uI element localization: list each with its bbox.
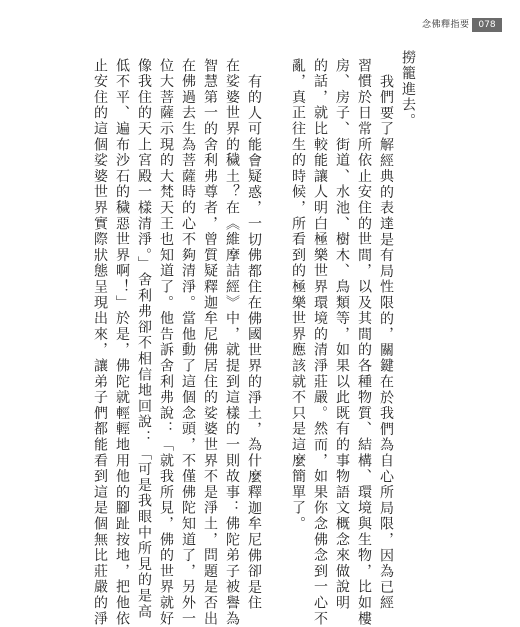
text-column-6: 亂，真正往生的時候，所看到的極樂世界應該就不只是這麼簡單了。 — [290, 58, 306, 532]
text-column-12: 像我住的天上宮殿一樣清淨。」舍利弗卻不相信地回說：「可是我眼中所見的是高 — [136, 58, 152, 620]
text-column-3: 習慣於日常所依止安住的世間，以及其間的各種物質、結構、環境與生物，比如樓 — [356, 58, 372, 627]
page-number-badge: 078 — [472, 18, 502, 32]
text-column-2: 我們要了解經典的表達是有局性限的，關鍵在於我們為自心所局限，因為已經 — [378, 74, 394, 612]
text-column-1: 撈籠進去。 — [400, 50, 416, 129]
text-column-7: 有的人可能會疑惑，一切佛都住在佛國世界的淨土，為什麼釋迦牟尼佛卻是住 — [246, 74, 262, 612]
text-column-9: 智慧第一的舍利弗尊者，曾質疑釋迦牟尼佛居住的娑婆世界不是淨土，問題是否出 — [202, 58, 218, 627]
text-column-10: 在佛過去生為菩薩時的心不夠清淨。當他動了這個念頭，不僅佛陀知道了，另外一 — [180, 58, 196, 627]
text-column-13: 低不平、遍布沙石的穢惡世界啊！」於是，佛陀就輕輕地用他的腳趾按地，把他依 — [114, 58, 130, 627]
text-column-14: 止安住的這個娑婆世界實際狀態呈現出來，讓弟子們都能看到這是個無比莊嚴的淨 — [92, 58, 108, 627]
text-column-5: 的話，就比較能讓人明白極樂世界環境的清淨莊嚴。然而，如果你念佛念到一心不 — [312, 58, 328, 627]
text-column-8: 在娑婆世界的穢土？在《維摩詰經》中，就提到這樣的一則故事：佛陀弟子被譽為 — [224, 58, 240, 627]
text-column-4: 房、房子、街道、水池、樹木、鳥類等，如果以此既有的事物語文概念來做說明 — [334, 58, 350, 611]
running-header: 念佛釋指要 — [422, 20, 470, 30]
text-column-11: 位大菩薩示現的大梵天王也知道了。他告訴舍利弗說：「就我所見，佛的世界就好 — [158, 58, 174, 627]
